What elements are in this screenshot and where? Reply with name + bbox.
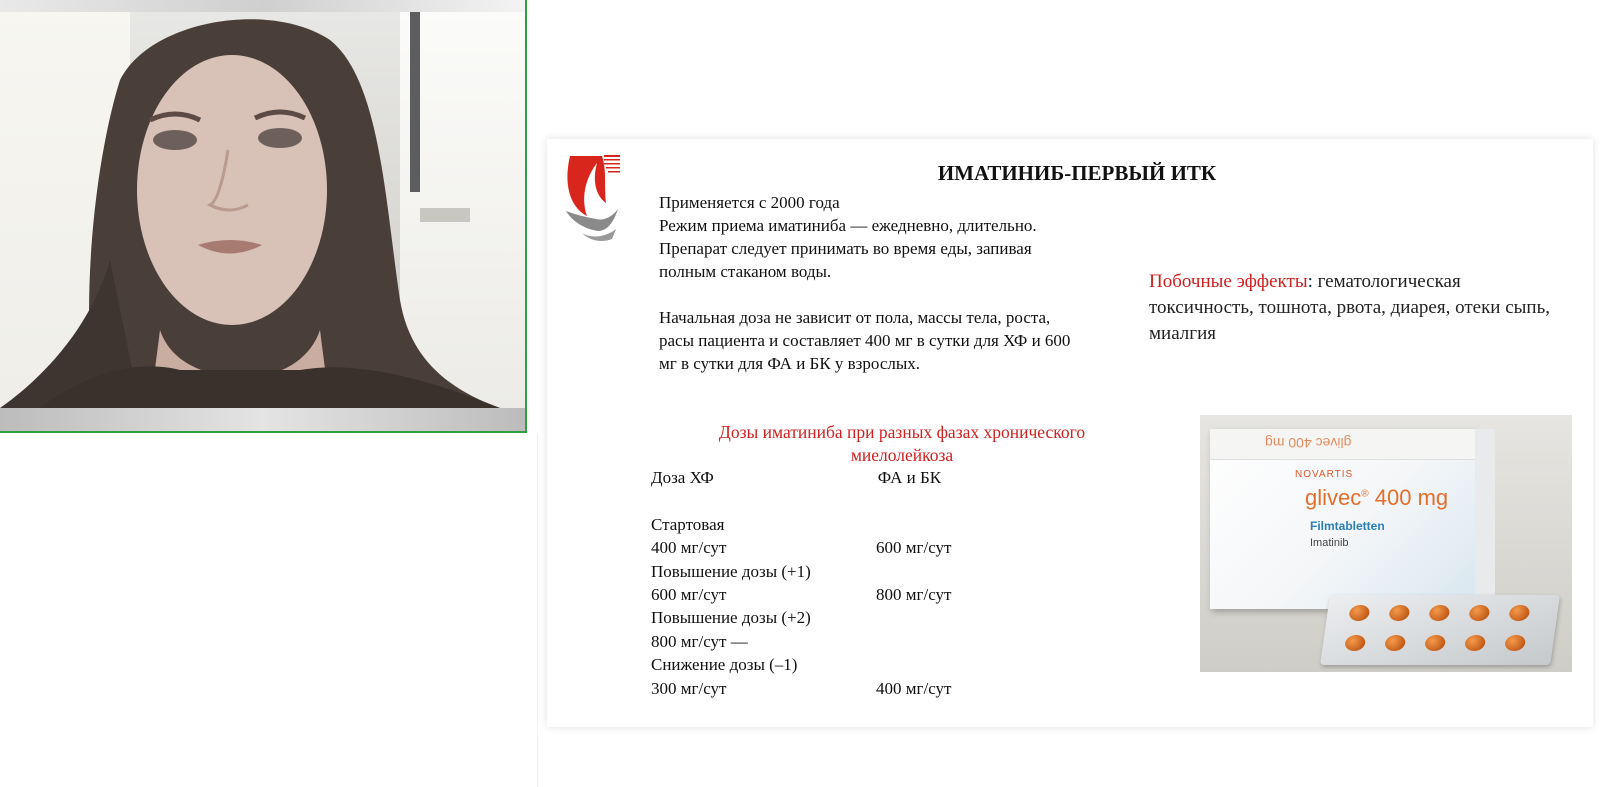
table-row xyxy=(651,513,1051,536)
box-side xyxy=(1475,429,1495,609)
dose-cell-ap-bc: 800 мг/сут xyxy=(876,584,952,604)
dose-cell-ap-bc xyxy=(876,489,1051,512)
box-brand-name: glivec xyxy=(1305,485,1362,510)
intro-paragraph-1: Применяется с 2000 года Режим приема иматиниба — ежедневно, длительно. Препарат следует принимать во время еды, запивая полным стаканом воды. xyxy=(659,193,1037,281)
pill xyxy=(1504,635,1526,651)
box-form: Filmtabletten xyxy=(1310,519,1385,533)
pill xyxy=(1424,635,1446,651)
box-maker: NOVARTIS xyxy=(1295,469,1354,480)
presentation-slide xyxy=(547,139,1593,727)
dose-cell-cp: Снижение дозы (–1) xyxy=(651,655,798,675)
dose-cell-cp: Повышение дозы (+2) xyxy=(651,608,811,628)
dose-cell-cp: Стартовая xyxy=(651,514,725,534)
side-effects-label: Побочные эффекты xyxy=(1149,271,1308,292)
pill xyxy=(1468,605,1490,621)
pill xyxy=(1464,635,1486,651)
table-row xyxy=(651,630,1051,653)
pill xyxy=(1508,605,1530,621)
pill xyxy=(1384,635,1406,651)
slide-title: ИМАТИНИБ-ПЕРВЫЙ ИТК xyxy=(937,161,1217,185)
dose-table-header xyxy=(651,466,1051,489)
table-row xyxy=(651,489,1051,512)
dose-cell-ap-bc xyxy=(876,513,1051,536)
dose-cell-ap-bc xyxy=(876,630,1051,653)
dose-table-heading: Дозы иматиниба при разных фазах хронического миелолейкоза xyxy=(718,422,1086,465)
box-top-flap xyxy=(1210,429,1475,460)
box-mirrored-label: glivec 400 mg xyxy=(1265,435,1352,451)
dose-table xyxy=(651,466,1051,700)
participant-person xyxy=(0,0,527,408)
pill xyxy=(1344,635,1366,651)
table-row xyxy=(651,606,1051,629)
panel-divider xyxy=(537,433,538,787)
dose-cell-cp xyxy=(651,489,876,512)
table-row xyxy=(651,536,1051,559)
table-row xyxy=(651,677,1051,700)
dose-cell-ap-bc xyxy=(876,560,1051,583)
side-effects-text: : гематологическая токсичность, тошнота, рвота, диарея, отеки сыпь, миалгия xyxy=(1149,271,1550,344)
side-effects-block xyxy=(1149,269,1569,347)
dose-cell-cp: 300 мг/сут xyxy=(651,678,727,698)
pill xyxy=(1388,605,1410,621)
pill xyxy=(1428,605,1450,621)
slide-intro-text xyxy=(659,191,1089,375)
dose-cell-cp: Повышение дозы (+1) xyxy=(651,561,811,581)
dose-cell-cp: 400 мг/сут xyxy=(651,538,727,558)
box-inn: Imatinib xyxy=(1310,537,1349,549)
participant-video-tile[interactable] xyxy=(0,0,527,433)
dose-header-cp: Доза ХФ xyxy=(651,468,714,487)
dose-cell-ap-bc: 400 мг/сут xyxy=(876,678,952,698)
dose-cell-cp: 800 мг/сут — xyxy=(651,631,748,651)
dose-header-ap-bc: ФА и БК xyxy=(877,468,942,487)
society-logo-icon xyxy=(562,151,622,241)
table-row xyxy=(651,583,1051,606)
medicine-box xyxy=(1210,429,1475,609)
table-row xyxy=(651,653,1051,676)
blister-pack xyxy=(1320,595,1560,665)
dose-cell-ap-bc: 600 мг/сут xyxy=(876,538,952,558)
pill xyxy=(1348,605,1370,621)
glivec-product-photo xyxy=(1200,415,1572,672)
video-bottom-strip xyxy=(0,408,525,433)
box-brand-dose: 400 mg xyxy=(1374,485,1449,510)
intro-paragraph-2: Начальная доза не зависит от пола, массы тела, роста, расы пациента и составляет 400 мг в сутки для ХФ и 600 мг в сутки для ФА и БК у взрослых. xyxy=(659,308,1071,373)
dose-cell-ap-bc xyxy=(876,653,1051,676)
box-brand: glivec® 400 mg xyxy=(1305,485,1449,510)
dose-cell-cp: 600 мг/сут xyxy=(651,584,727,604)
dose-cell-ap-bc xyxy=(876,606,1051,629)
table-row xyxy=(651,560,1051,583)
